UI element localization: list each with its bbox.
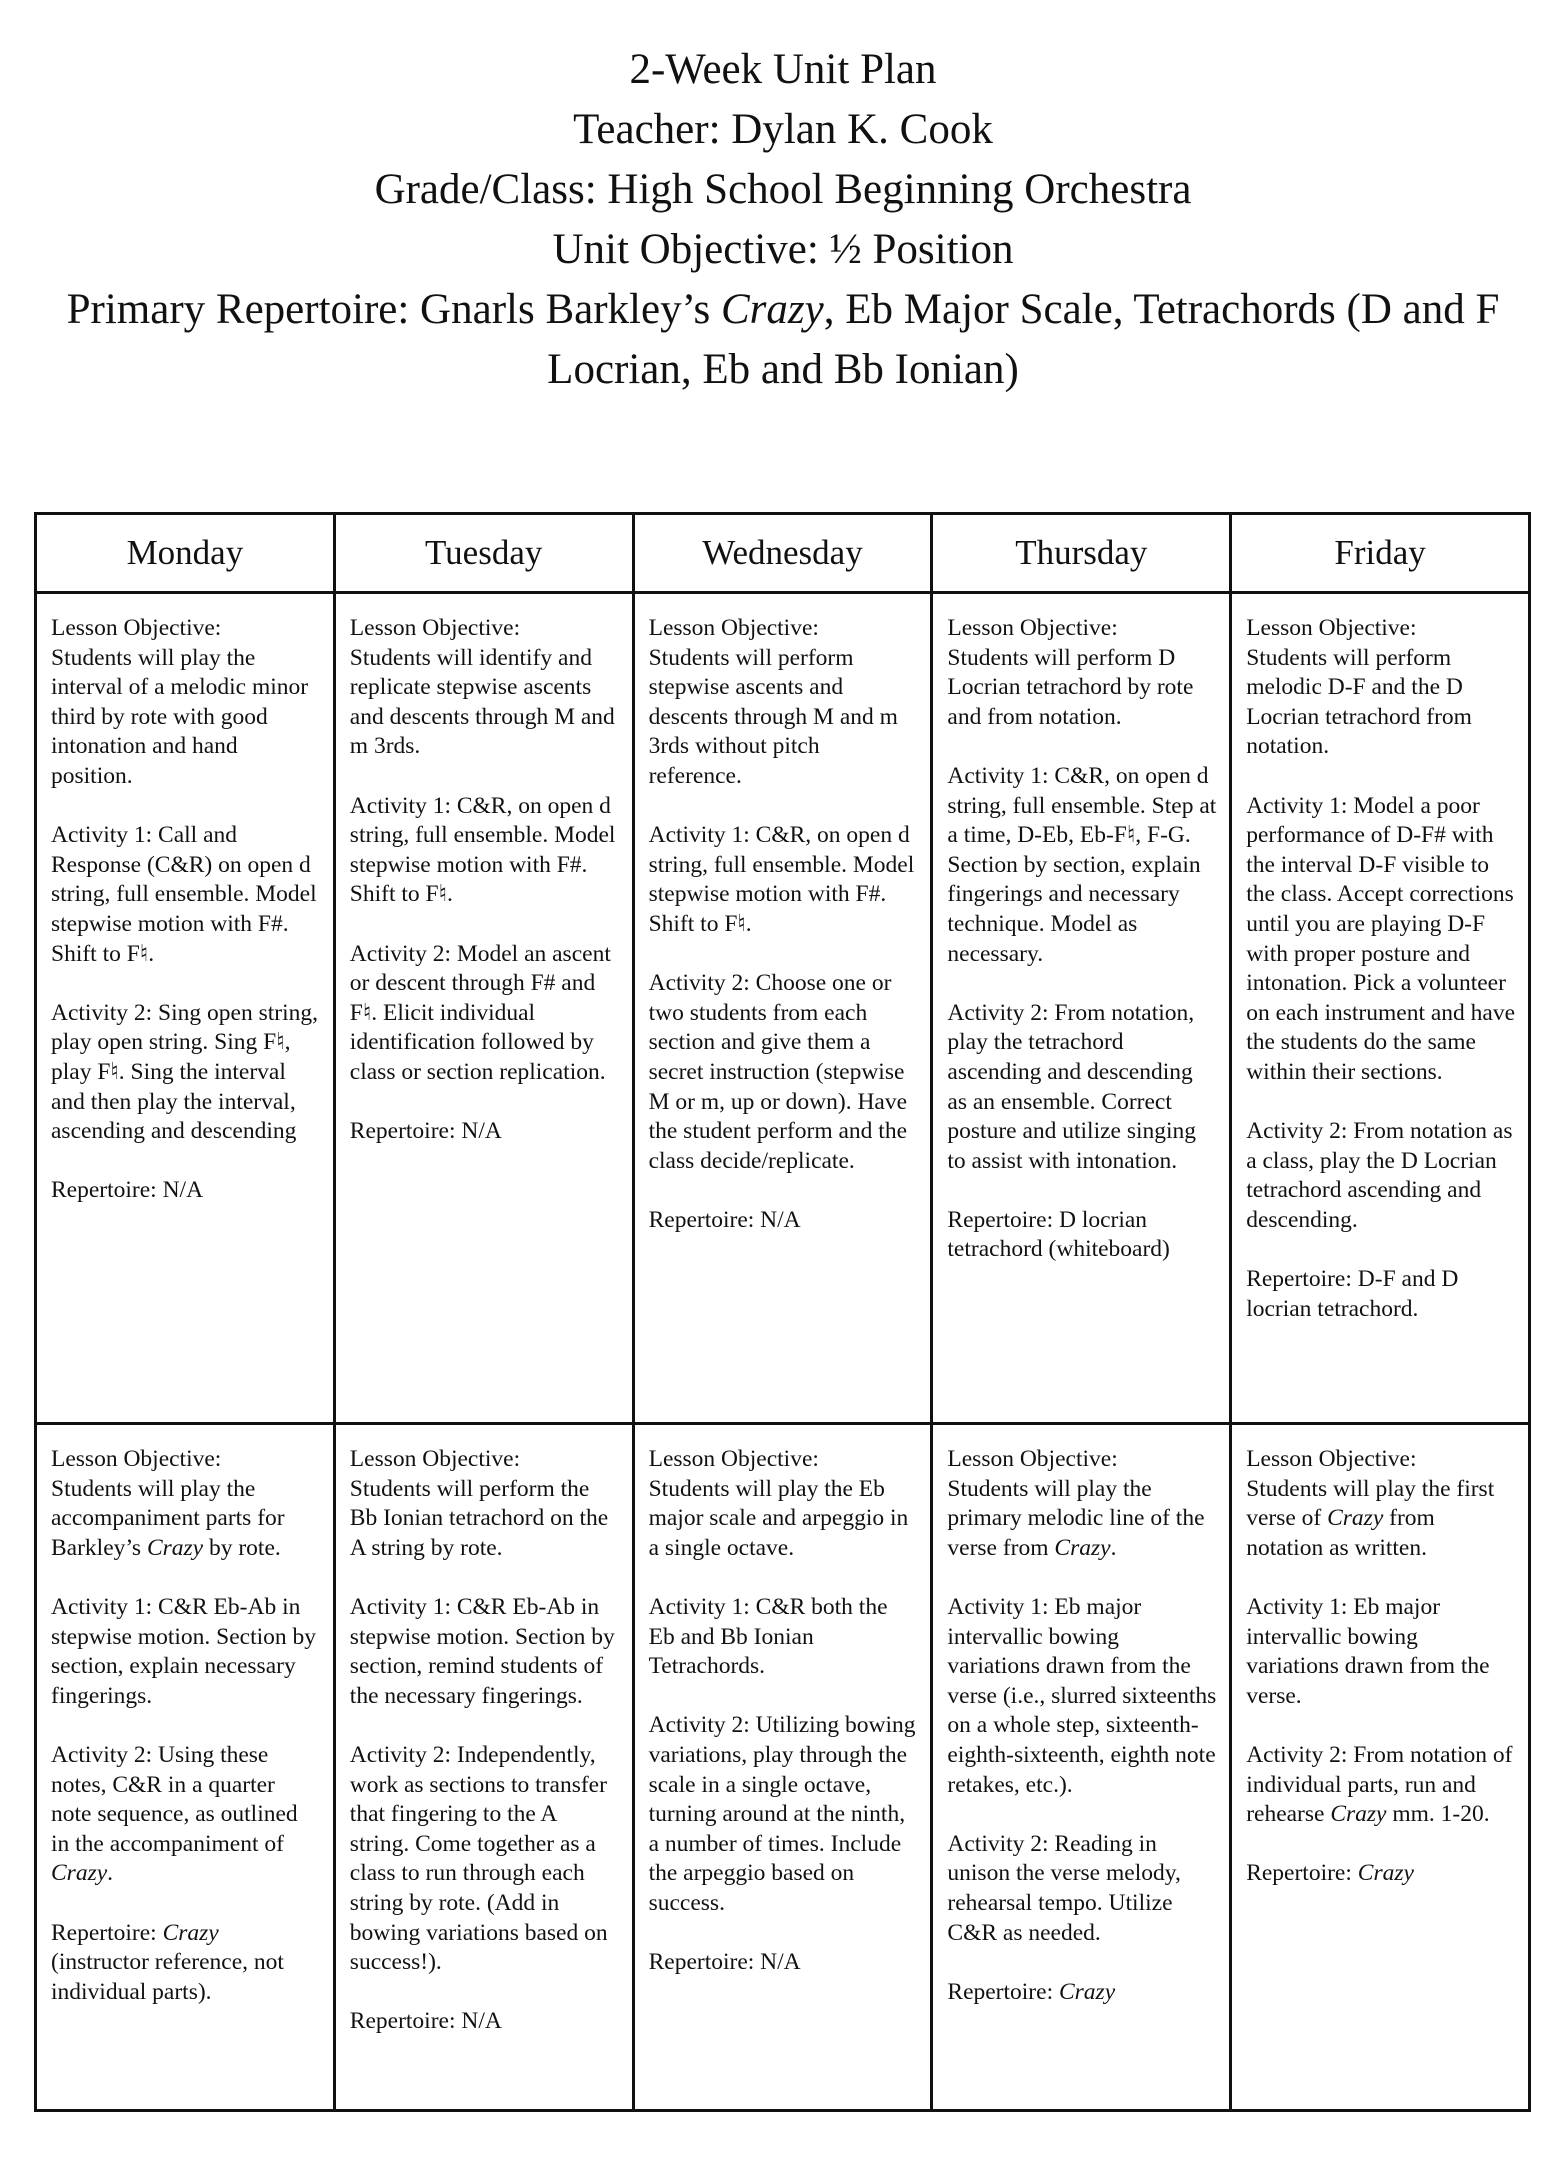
lesson-objective: [350, 1445, 620, 1563]
week1-monday-cell: [36, 593, 335, 1424]
week1-thursday-cell: [932, 593, 1231, 1424]
lesson-objective: [350, 614, 620, 762]
activity-1: Activity 1: C&R Eb-Ab in stepwise motion. Section by section, explain necessary fingerings.: [51, 1593, 317, 1709]
objective-text: Students will play the interval of a melodic minor third by rote with good intonation and hand position.: [51, 644, 309, 789]
day-header-friday: Friday: [1231, 514, 1530, 593]
document-title: 2-Week Unit Plan: [629, 46, 937, 93]
activity-2: Activity 2: Choose one or two students from each section and give them a secret instruction (stepwise M or m, up or down). Have the student perform and the class decide/replicate.: [648, 970, 908, 1174]
activity-2: [1246, 1741, 1516, 1830]
repertoire: [1246, 1859, 1516, 1889]
objective-label: Lesson Objective:: [1246, 1446, 1417, 1472]
repertoire-suffix: , Eb Major Scale, Tetrachords (D and F: [823, 286, 1500, 333]
objective-text: Students will perform melodic D-F and the D Locrian tetrachord from notation.: [1246, 644, 1472, 760]
repertoire-label: Repertoire:: [947, 1978, 1059, 2005]
repertoire-italic: Crazy: [1058, 1978, 1116, 2005]
objective-label: Lesson Objective:: [51, 615, 222, 641]
activity-2-text-end: .: [107, 1860, 114, 1887]
activity-1: Activity 1: C&R Eb-Ab in stepwise motion. Section by section, remind students of the necessary fingerings.: [349, 1593, 615, 1709]
activity-2-text-end: mm. 1-20.: [1386, 1801, 1490, 1828]
repertoire: [51, 1919, 321, 2008]
objective-label: Lesson Objective:: [648, 1446, 819, 1472]
objective-italic: Crazy: [146, 1534, 204, 1561]
repertoire-label: Repertoire:: [51, 1919, 163, 1946]
week2-wednesday-cell: [633, 1424, 932, 2111]
activity-1: Activity 1: Eb major intervallic bowing variations drawn from the verse.: [1246, 1593, 1490, 1709]
objective-text: Students will perform the Bb Ionian tetrachord on the A string by rote.: [349, 1475, 609, 1561]
week1-row: [36, 593, 1530, 1424]
repertoire-text-end: (instructor reference, not individual parts).: [51, 1949, 284, 2005]
lesson-objective: [1246, 1445, 1516, 1563]
activity-2-text: Activity 2: From notation of individual parts, run and rehearse: [1246, 1741, 1513, 1828]
objective-label: Lesson Objective:: [648, 615, 819, 641]
repertoire: Repertoire: N/A: [648, 1949, 801, 1976]
objective-text-end: from notation as written.: [1246, 1505, 1435, 1561]
repertoire-italic: Crazy: [162, 1919, 219, 1946]
lesson-objective: [947, 1445, 1217, 1563]
activity-2: Activity 2: Model an ascent or descent through F# and F♮. Elicit individual identification followed by class or section replication.: [349, 940, 611, 1085]
objective-text: Students will play the Eb major scale and arpeggio in a single octave.: [648, 1475, 909, 1561]
activity-2: Activity 2: From notation as a class, play the D Locrian tetrachord ascending and descending.: [1246, 1118, 1513, 1233]
objective-label: Lesson Objective:: [349, 615, 521, 641]
objective-text: Students will play the primary melodic line of the verse from: [947, 1475, 1205, 1561]
repertoire: Repertoire: N/A: [349, 2008, 502, 2035]
primary-repertoire-line: [0, 280, 1566, 340]
lesson-objective: [649, 614, 919, 792]
objective-label: Lesson Objective:: [51, 1446, 222, 1472]
activity-1: Activity 1: Model a poor performance of D-F# with the interval D-F visible to the class. Accept corrections until you are playing D-F with proper posture and intonation. Pick a volunteer on each instrument and have the students do the same within their sections.: [1246, 792, 1516, 1085]
day-header-wednesday: Wednesday: [633, 514, 932, 593]
objective-text: Students will play the accompaniment parts for Barkley’s: [51, 1475, 285, 1561]
week1-tuesday-cell: [334, 593, 633, 1424]
primary-repertoire-line-2: Locrian, Eb and Bb Ionian): [547, 346, 1019, 393]
day-header-row: [36, 514, 1530, 593]
activity-1: Activity 1: Call and Response (C&R) on open d string, full ensemble. Model stepwise motion with F#. Shift to F♮.: [51, 822, 317, 967]
objective-text-end: .: [1110, 1534, 1117, 1561]
repertoire-italic: Crazy: [1357, 1860, 1414, 1887]
activity-1: Activity 1: C&R, on open d string, full ensemble. Step at a time, D-Eb, Eb-F♮, F-G. Section by section, explain fingerings and necessary technique. Model as necessary.: [947, 762, 1217, 967]
repertoire: Repertoire: D locrian tetrachord (whiteboard): [947, 1206, 1170, 1263]
week2-monday-cell: [36, 1424, 335, 2111]
day-header-monday: Monday: [36, 514, 335, 593]
activity-1: Activity 1: C&R, on open d string, full ensemble. Model stepwise motion with F#. Shift to F♮.: [648, 822, 915, 937]
activity-2: Activity 2: Utilizing bowing variations, play through the scale in a single octave, turning around at the ninth, a number of times. Include the arpeggio based on success.: [648, 1712, 916, 1916]
objective-text: Students will perform stepwise ascents and descents through M and m 3rds without pitch reference.: [648, 644, 898, 789]
objective-text: Students will play the first verse of: [1246, 1475, 1495, 1532]
teacher-line: Teacher: Dylan K. Cook: [573, 106, 993, 153]
grade-class-line: Grade/Class: High School Beginning Orchestra: [374, 166, 1192, 213]
activity-2: Activity 2: Sing open string, play open string. Sing F♮, play F♮. Sing the interval and then play the interval, ascending and descending: [51, 999, 318, 1145]
activity-1: Activity 1: C&R, on open d string, full ensemble. Model stepwise motion with F#. Shift to F♮.: [349, 792, 616, 908]
objective-text-end: by rote.: [203, 1534, 281, 1561]
objective-label: Lesson Objective:: [947, 615, 1118, 641]
activity-2: Activity 2: Reading in unison the verse melody, rehearsal tempo. Utilize C&R as needed.: [947, 1830, 1181, 1946]
week2-thursday-cell: [932, 1424, 1231, 2111]
repertoire: Repertoire: N/A: [648, 1206, 801, 1233]
activity-2-italic: Crazy: [1330, 1801, 1387, 1828]
activity-2: Activity 2: From notation, play the tetrachord ascending and descending as an ensemble. Correct posture and utilize singing to assist with intonation.: [947, 999, 1197, 1174]
document-header: [0, 40, 1566, 400]
week1-wednesday-cell: [633, 593, 932, 1424]
activity-2-text: Activity 2: Using these notes, C&R in a quarter note sequence, as outlined in the accompaniment of: [51, 1741, 298, 1857]
lesson-objective: [51, 1445, 321, 1563]
unit-plan-table: [34, 512, 1531, 2112]
activity-1: Activity 1: C&R both the Eb and Bb Ionian Tetrachords.: [648, 1593, 888, 1680]
lesson-objective: [947, 614, 1217, 732]
objective-italic: Crazy: [1327, 1505, 1384, 1532]
repertoire-prefix: Primary Repertoire: Gnarls Barkley’s: [66, 286, 721, 333]
activity-2: [51, 1741, 321, 1889]
activity-2: Activity 2: Independently, work as sections to transfer that fingering to the A string. Come together as a class to run through each string by rote. (Add in bowing variations based on success!).: [349, 1741, 608, 1976]
repertoire: [947, 1978, 1217, 2008]
lesson-objective: [51, 614, 321, 792]
activity-2-italic: Crazy: [51, 1860, 108, 1887]
day-header-thursday: Thursday: [932, 514, 1231, 593]
objective-label: Lesson Objective:: [947, 1446, 1118, 1472]
objective-text: Students will perform D Locrian tetrachord by rote and from notation.: [947, 644, 1194, 730]
lesson-objective: [1246, 614, 1516, 762]
repertoire: Repertoire: N/A: [51, 1177, 204, 1204]
repertoire-label: Repertoire:: [1246, 1860, 1358, 1887]
objective-text: Students will identify and replicate stepwise ascents and descents through M and m 3rds.: [349, 644, 615, 760]
week2-row: [36, 1424, 1530, 2111]
objective-label: Lesson Objective:: [349, 1446, 521, 1472]
objective-italic: Crazy: [1054, 1534, 1111, 1561]
repertoire: Repertoire: D-F and D locrian tetrachord.: [1246, 1266, 1459, 1322]
repertoire-title-crazy: Crazy: [721, 286, 824, 333]
week2-friday-cell: [1231, 1424, 1530, 2111]
week1-friday-cell: [1231, 593, 1530, 1424]
unit-objective-line: Unit Objective: ½ Position: [552, 226, 1014, 273]
repertoire: Repertoire: N/A: [349, 1118, 502, 1145]
activity-1: Activity 1: Eb major intervallic bowing variations drawn from the verse (i.e., slurred sixteenths on a whole step, sixteenth-eighth-sixteenth, eighth note retakes, etc.).: [947, 1593, 1217, 1798]
day-header-tuesday: Tuesday: [334, 514, 633, 593]
week2-tuesday-cell: [334, 1424, 633, 2111]
objective-label: Lesson Objective:: [1246, 615, 1417, 641]
lesson-objective: [649, 1445, 919, 1563]
